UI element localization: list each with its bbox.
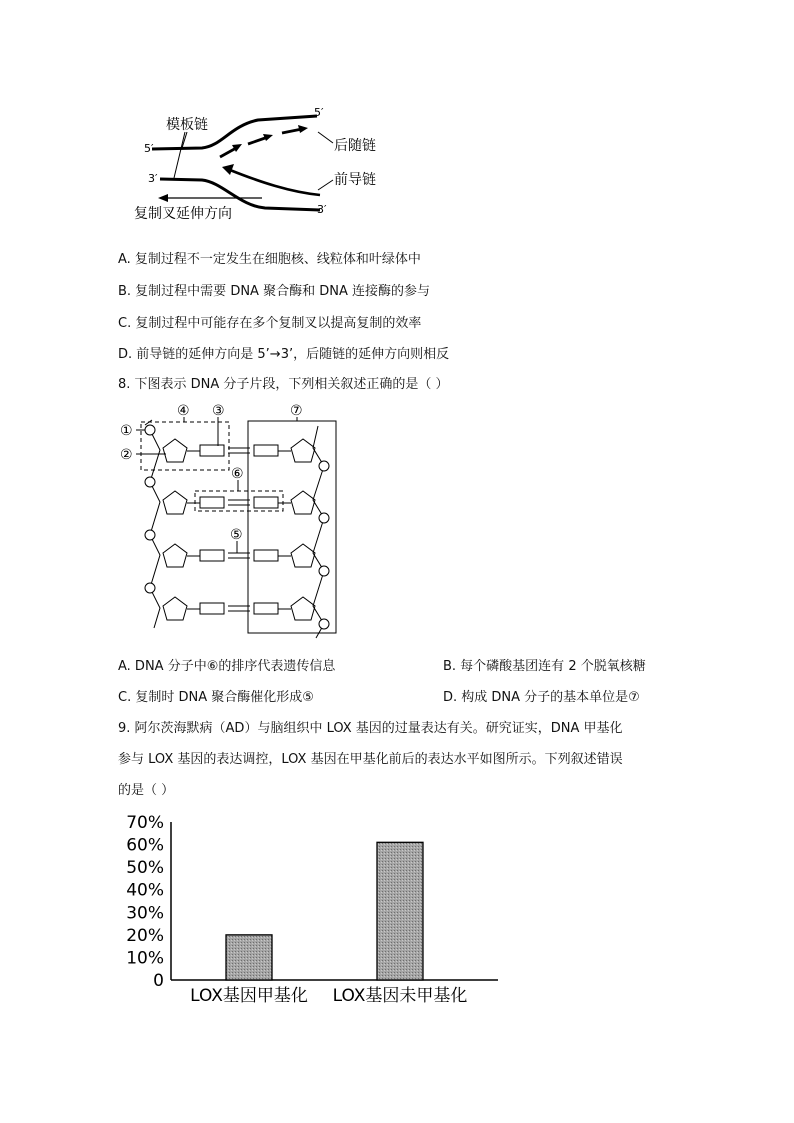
x-category-label: LOX基因甲基化: [190, 986, 308, 1006]
direction-label: 复制叉延伸方向: [134, 206, 232, 222]
five-prime-right: 5′: [314, 106, 324, 119]
label-4: ④: [177, 403, 190, 419]
label-3: ③: [212, 403, 225, 419]
leading-strand: [230, 170, 320, 195]
lagging-fragment-3: [282, 129, 302, 133]
leader-lines: [136, 417, 297, 553]
label-5: ⑤: [230, 527, 243, 543]
template-label: 模板链: [166, 117, 208, 133]
y-tick-label: 10%: [126, 948, 164, 969]
three-prime-right: 3′: [317, 203, 327, 216]
direction-arrowhead: [158, 194, 168, 202]
dna-fragment-diagram: [118, 398, 348, 643]
leading-label: 前导链: [334, 172, 376, 188]
q9-line-1: 9. 阿尔茨海默病（AD）与脑组织中 LOX 基因的过量表达有关。研究证实，DNA 甲基化: [118, 721, 623, 736]
q7-option-b[interactable]: B. 复制过程中需要 DNA 聚合酶和 DNA 连接酶的参与: [118, 284, 430, 299]
left-backbone: [150, 430, 160, 628]
q8-option-c[interactable]: C. 复制时 DNA 聚合酶催化形成⑤: [118, 690, 314, 705]
lagging-pointer: [318, 132, 333, 143]
right-nucleotides: [254, 439, 315, 620]
three-prime-left: 3′: [148, 172, 158, 185]
y-tick-label: 40%: [126, 880, 164, 901]
label-1: ①: [120, 423, 133, 439]
bar: [377, 842, 423, 980]
label-2: ②: [120, 447, 133, 463]
y-tick-label: 60%: [126, 835, 164, 856]
q8-option-a[interactable]: A. DNA 分子中⑥的排序代表遗传信息: [118, 659, 336, 674]
q7-option-c[interactable]: C. 复制过程中可能存在多个复制叉以提高复制的效率: [118, 316, 422, 331]
q8-option-b[interactable]: B. 每个磷酸基团连有 2 个脱氧核糖: [443, 659, 646, 674]
q7-option-d[interactable]: D. 前导链的延伸方向是 5’→3’，后随链的延伸方向则相反: [118, 347, 450, 362]
right-phosphates: [319, 461, 329, 629]
label-7: ⑦: [290, 403, 303, 419]
lox-expression-chart: [118, 810, 508, 1010]
y-tick-label: 30%: [126, 903, 164, 924]
y-tick-label: 0: [153, 971, 164, 991]
five-prime-left: 5′: [144, 142, 154, 155]
y-tick-label: 50%: [126, 858, 164, 879]
y-tick-label: 70%: [126, 813, 164, 833]
q9-line-3: 的是（ ）: [118, 783, 175, 798]
bar: [226, 935, 272, 980]
q8-stem: 8. 下图表示 DNA 分子片段，下列相关叙述正确的是（ ）: [118, 377, 449, 392]
template-pointer-1: [174, 132, 185, 178]
leading-pointer: [318, 180, 333, 190]
q7-option-a[interactable]: A. 复制过程不一定发生在细胞核、线粒体和叶绿体中: [118, 252, 421, 267]
x-category-label: LOX基因未甲基化: [332, 986, 468, 1006]
y-tick-label: 20%: [126, 925, 164, 946]
lagging-arrowhead-3: [298, 125, 308, 133]
lagging-arrowhead-2: [263, 134, 273, 141]
q8-option-d[interactable]: D. 构成 DNA 分子的基本单位是⑦: [443, 690, 640, 705]
replication-fork-diagram: [130, 100, 400, 225]
label-6: ⑥: [231, 466, 244, 482]
lagging-label: 后随链: [334, 138, 376, 154]
q9-line-2: 参与 LOX 基因的表达调控，LOX 基因在甲基化前后的表达水平如图所示。下列叙述错误: [118, 752, 623, 767]
